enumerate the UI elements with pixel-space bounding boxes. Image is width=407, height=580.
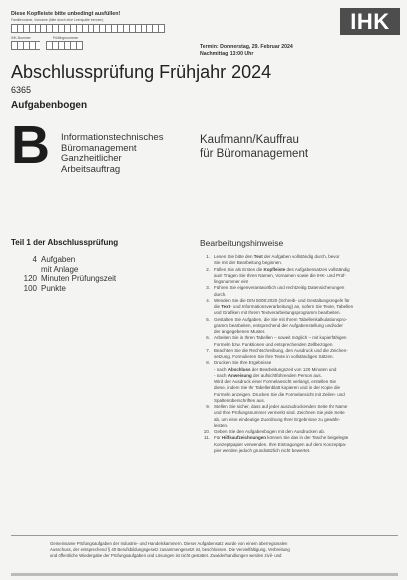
instruction-line: Wenden Sie die DIN 5008:2020 (Schreib- und Gestaltungsregeln für — [214, 297, 350, 303]
instruction-line: Geben Sie den Aufgabenbogen mit den Ausdrucken ab. — [214, 429, 326, 434]
instruction-line: Formeln bzw. Funktionen und entsprechenden Zellbezügen. — [214, 341, 334, 347]
instruction-line: ab, um eine eindeutige Zuordnung Ihrer Ergebnisse zu gewähr- — [214, 416, 341, 422]
instruction-item — [200, 254, 400, 267]
instructions-list — [200, 254, 400, 454]
info-num: 4 — [32, 255, 37, 264]
instruction-line: aus! Tragen Sie Ihren Namen, Vornamen sowie die IHK- und Prüf- — [214, 272, 346, 278]
exam-date-line: Termin: Donnerstag, 29. Februar 2024 — [200, 44, 293, 50]
instruction-line: und Grafiken mit Ihrem Textverarbeitungsprogramm bearbeiten. — [214, 310, 341, 316]
instruction-number: 7. — [206, 347, 210, 353]
info-num — [11, 265, 41, 275]
instruction-number: 6. — [206, 335, 210, 341]
instruction-line: Arbeiten Sie in Ihren Tabellen – soweit möglich – mit kopierfähigen — [214, 335, 347, 341]
instruction-item — [200, 335, 400, 348]
instruction-line: - nach Abschluss der Bearbeitungszeit von 120 Minuten und — [214, 366, 337, 372]
subject-block — [61, 133, 163, 175]
instruction-line: Spaltenüberschriften aus. — [214, 397, 266, 403]
instruction-line: Lesen Sie bitte den Text der Aufgaben vollständig durch, bevor — [214, 254, 340, 259]
instruction-line: Gestalten Sie Aufgaben, die Sie mit Ihrem Tabellenkalkulationspro- — [214, 316, 347, 322]
subject-line: Informationstechnisches — [61, 132, 164, 143]
info-text: mit Anlage — [41, 264, 79, 274]
instruction-item — [200, 285, 400, 298]
part-letter: B — [11, 115, 50, 175]
instruction-line: pier werden jedoch grundsätzlich nicht bewertet. — [214, 447, 311, 453]
instruction-line: Konzeptpapier verwenden. Ihre Eintragungen auf dem Konzeptpa- — [214, 441, 347, 447]
instruction-line: Beachten Sie die Rechtschreibung, den Ausdruck und die Zeichen- — [214, 347, 348, 353]
instruction-number: 4. — [206, 297, 210, 303]
instruction-line: gramm bearbeiten, entsprechend der Aufgabenstellung und/oder — [214, 322, 343, 328]
instruction-line: setzung. Formulieren Sie Ihre Texte in vollständigen Sätzen. — [214, 354, 334, 359]
instruction-line: die Text- und Informationsverarbeitung) an, sofern Sie Texte, Tabellen — [214, 304, 354, 309]
exam-part-heading: Teil 1 der Abschlussprüfung — [11, 238, 119, 247]
instructions-title: Bearbeitungshinweise — [200, 238, 284, 248]
instruction-number: 8. — [206, 360, 210, 366]
instruction-line: Drucken Sie Ihre Ergebnisse — [214, 360, 272, 366]
instruction-line: leisten. — [214, 422, 229, 428]
instruction-line: Füllen Sie als Erstes die Kopfleiste des Aufgabensatzes vollständig — [214, 266, 350, 272]
instruction-line: diese, indem Sie Ihr Tabellenblatt kopieren und in der Kopie die — [214, 385, 340, 391]
instruction-number: 9. — [206, 404, 210, 409]
exam-info — [11, 255, 116, 293]
instruction-line: lingsnummer ein! — [214, 279, 249, 284]
instruction-number: 3. — [206, 285, 210, 291]
instruction-item — [200, 348, 400, 361]
instruction-number: 11. — [204, 435, 210, 441]
instruction-item — [200, 267, 400, 286]
subject-line: Büromanagement — [61, 142, 137, 154]
instruction-line: und Ihre Prüfungsnummer vermerkt sind. Zeichnen Sie jede Seite — [214, 410, 345, 416]
footer-line: und öffentliche Wiedergabe der Prüfungsaufgaben und Lösungen ist nicht gestattet. Zuwiderhandlungen werden zivil- und — [50, 553, 282, 558]
ihk-logo: IHK — [340, 8, 400, 35]
info-num: 100 — [23, 283, 37, 293]
instruction-line: durch. — [214, 291, 227, 297]
instruction-item — [200, 404, 400, 429]
subject-line: Arbeitsauftrag — [61, 163, 121, 175]
name-char-box[interactable] — [158, 24, 165, 33]
instruction-line: Stellen Sie sicher, dass auf jeder auszudruckenden Seite Ihr Name — [214, 404, 348, 409]
instruction-item — [200, 360, 400, 404]
info-row — [11, 255, 116, 265]
instruction-item — [200, 298, 400, 317]
info-row — [11, 274, 116, 284]
pruefling-number-label: Prüflingsnummer — [52, 36, 79, 40]
profession-line: Kaufmann/Kauffrau — [200, 134, 299, 146]
instruction-line: Führen Sie eigenverantwortlich und rechtzeitig Datensicherungen — [214, 285, 345, 291]
name-hint: Familienname, Vorname (bitte durch eine Leerspalte trennen) — [11, 18, 104, 22]
instruction-line: Wird der Ausdruck einer Formelansicht verlangt, erstellen Sie — [214, 379, 337, 384]
exam-time-line: Nachmittag 13:00 Uhr — [200, 51, 254, 57]
instruction-line: Formeln anzeigen. Drucken Sie die Formelansicht mit Zeilen- und — [214, 391, 345, 397]
ihk-number-label: IHK-Nummer — [11, 36, 31, 40]
info-text: Punkte — [41, 283, 66, 293]
instruction-number: 5. — [206, 316, 210, 322]
name-field[interactable] — [11, 24, 165, 33]
info-row — [11, 284, 116, 294]
instruction-item — [200, 317, 400, 336]
footer-divider — [11, 535, 398, 536]
exam-code: 6365 — [11, 85, 32, 95]
header-warning: Diese Kopfleiste bitte unbedingt ausfüllen! — [11, 11, 121, 17]
instruction-line: Für Hilfsaufzeichnungen können Sie das in der Tasche beigelegte — [214, 435, 349, 441]
footer-bar — [11, 573, 398, 576]
pruefling-number-box[interactable] — [76, 41, 83, 50]
instruction-line: - nach Anweisung der aufsichtführenden Person aus. — [214, 372, 322, 378]
id-labels — [11, 36, 78, 40]
info-num: 120 — [23, 274, 37, 284]
page-title: Abschlussprüfung Frühjahr 2024 — [11, 62, 272, 82]
instruction-number: 2. — [206, 266, 210, 272]
profession-block — [200, 133, 308, 161]
subject-line: Ganzheitlicher — [61, 153, 122, 164]
footer-line: Gemeinsame Prüfungsaufgaben der Industrie- und Handelskammern. Dieser Aufgabensatz wurde von einem überregionalen — [50, 541, 288, 546]
profession-line: für Büromanagement — [200, 148, 309, 160]
instruction-number: 1. — [206, 254, 210, 259]
instruction-line: der angegebenen Muster. — [214, 329, 266, 334]
instruction-number: 10. — [203, 429, 210, 434]
info-text: Minuten Prüfungszeit — [41, 274, 117, 284]
exam-date — [200, 44, 293, 58]
footer-line: Ausschuss, der entsprechend § 40 Berufsbildungsgesetz zusammengesetzt ist, beschlossen. Die Vervielfältigung, Verbreitung — [50, 547, 290, 552]
sheet-type: Aufgabenbogen — [11, 100, 88, 111]
instruction-line: Sie mit der Bearbeitung beginnen. — [214, 260, 283, 266]
instruction-item — [200, 435, 400, 454]
footer-text — [50, 541, 398, 559]
id-fields[interactable] — [11, 41, 83, 50]
info-row — [11, 265, 116, 275]
info-text: Aufgaben — [41, 255, 76, 264]
